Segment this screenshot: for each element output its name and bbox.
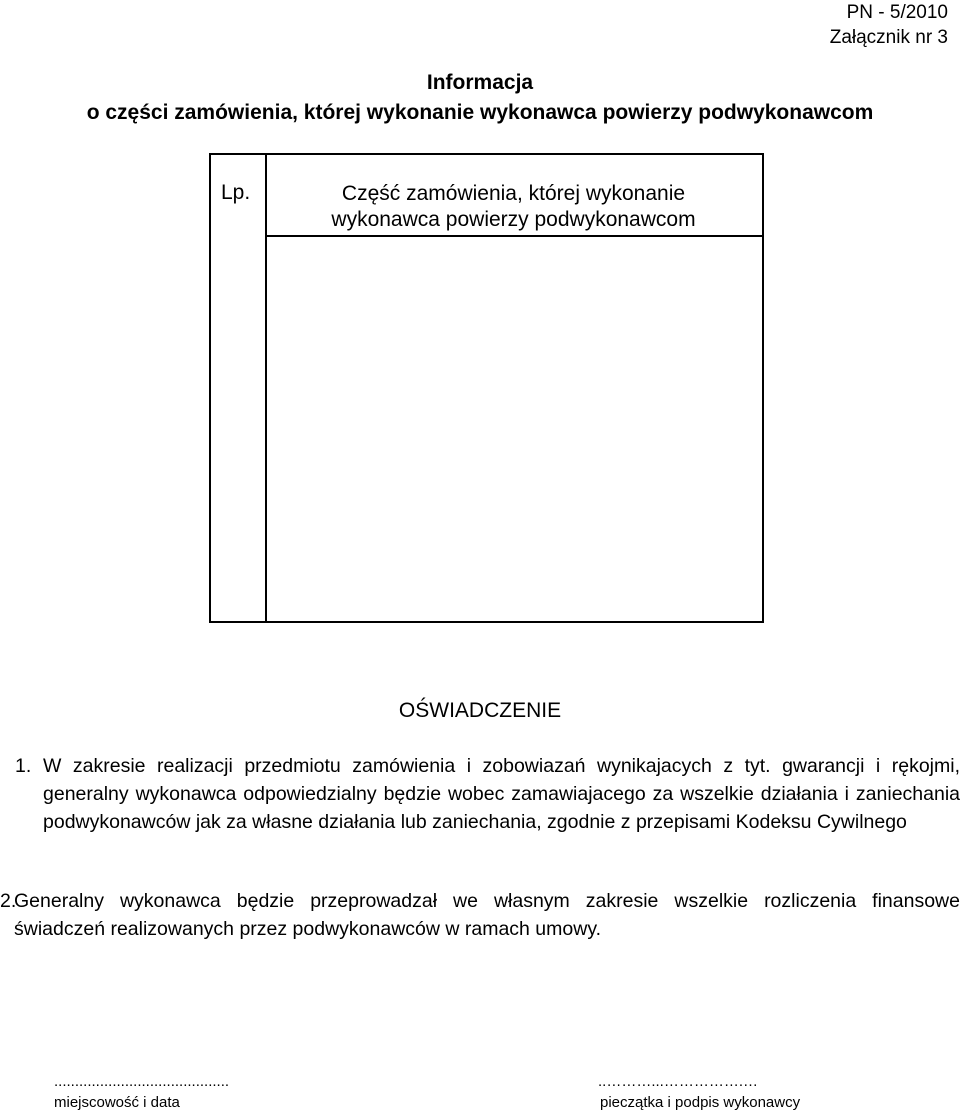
statement-heading: OŚWIADCZENIE	[398, 699, 562, 722]
column-header-part-line-1: Część zamówienia, której wykonanie	[341, 182, 686, 205]
title-line-1: Informacja	[426, 71, 534, 94]
attachment-number: Załącznik nr 3	[829, 27, 948, 48]
subcontract-table	[209, 153, 764, 623]
column-header-part	[269, 181, 758, 233]
statement-item-2-text: Generalny wykonawca będzie przeprowadzał we własnym zakresie wszelkie rozliczenia finansowe świadczeń realizowanych przez podwykonawców w ramach umowy.	[14, 890, 960, 940]
column-header-lp: Lp.	[221, 181, 251, 204]
document-reference	[830, 0, 948, 50]
title-line-2: o części zamówienia, której wykonanie wykonawca powierzy podwykonawcom	[86, 101, 874, 124]
table-header-divider	[265, 235, 762, 237]
table-column-divider	[265, 155, 267, 621]
document-number: PN - 5/2010	[846, 2, 948, 23]
place-date-dots: ..........................................	[54, 1073, 230, 1090]
signature-dots: ..………...…………….…	[598, 1073, 759, 1090]
signature-label: pieczątka i podpis wykonawcy	[600, 1094, 801, 1111]
statement-item-1-number: 1.	[15, 755, 32, 777]
statement-item-1-text: W zakresie realizacji przedmiotu zamówienia i zobowiazań wynikajacych z tyt. gwarancji i rękojmi, generalny wykonawca odpowiedzialny będzie wobec zamawiajacego za wszelkie działania i zaniechania podwykonawców jak za własne działania lub zaniechania, zgodnie z przepisami Kodeksu Cywilnego	[43, 755, 960, 833]
column-header-part-line-2: wykonawca powierzy podwykonawcom	[331, 208, 696, 231]
place-date-label: miejscowość i data	[54, 1094, 180, 1111]
statement-item-2-number: 2.	[0, 890, 17, 912]
